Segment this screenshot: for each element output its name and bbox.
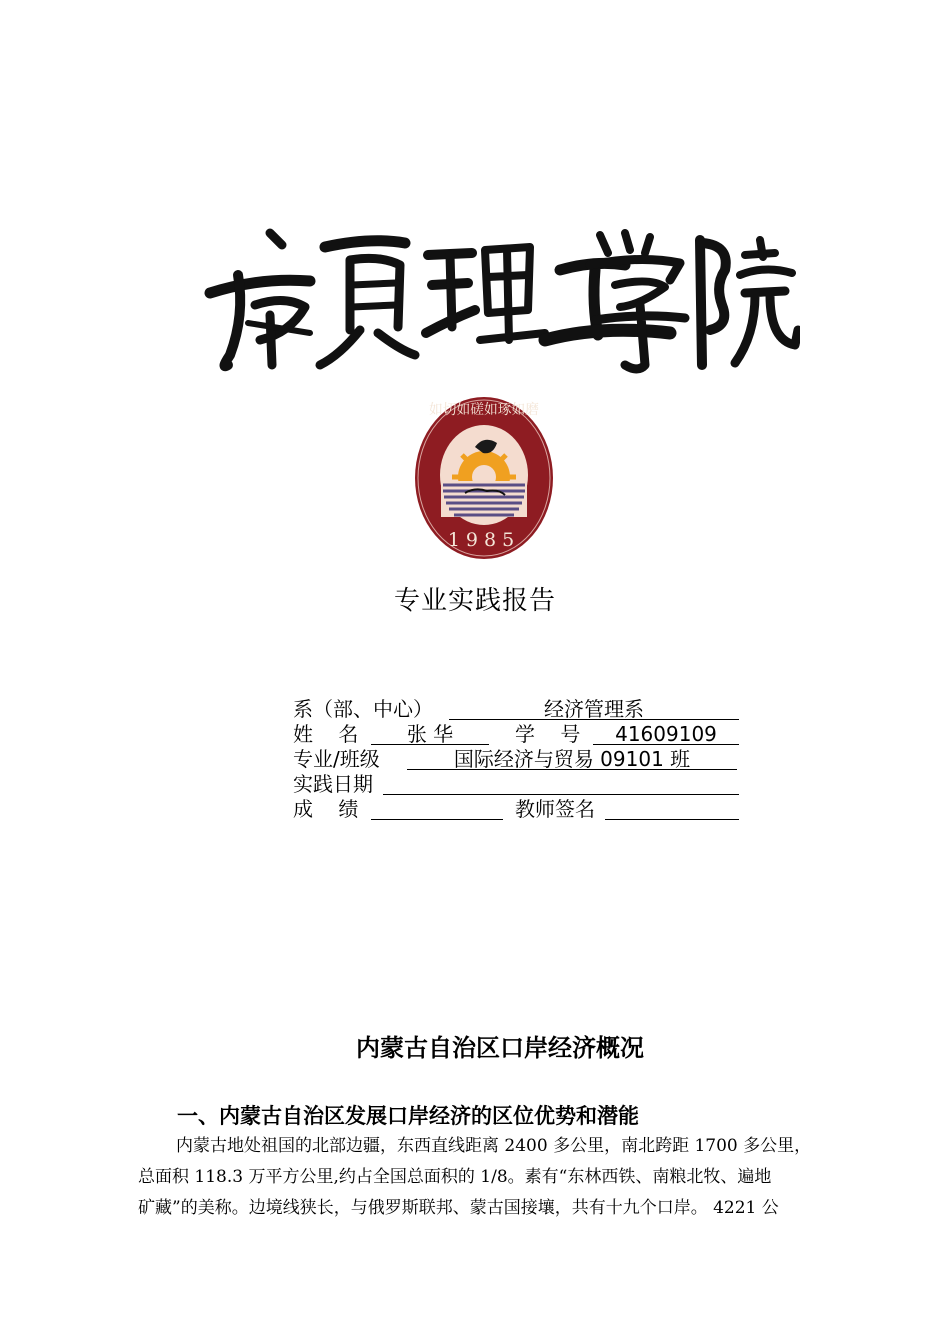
id-value: 41609109 xyxy=(593,722,739,745)
sign-label: 教师签名 xyxy=(515,797,595,821)
info-form xyxy=(293,697,743,822)
form-row-name-id xyxy=(293,722,743,747)
major-value: 国际经济与贸易 09101 班 xyxy=(407,747,737,770)
grade-label: 成 绩 xyxy=(293,797,359,821)
body-line-3: 矿藏”的美称。边境线狭长，与俄罗斯联邦、蒙古国接壤，共有十九个口岸。 4221 公 xyxy=(138,1198,779,1218)
body-paragraph xyxy=(138,1131,868,1224)
emblem-motto-top: 如切如磋如琢如磨 xyxy=(429,402,539,418)
form-row-major xyxy=(293,747,743,772)
body-line-1: 内蒙古地处祖国的北部边疆，东西直线距离 2400 多公里，南北跨距 1700 多公里， xyxy=(176,1136,812,1156)
sub-title: 一、内蒙古自治区发展口岸经济的区位优势和潜能 xyxy=(177,1104,639,1128)
date-value xyxy=(383,772,739,795)
grade-value xyxy=(371,797,503,820)
body-line-2: 总面积 118.3 万平方公里,约占全国总面积的 1/8。素有“东林西铁、南粮北牧、遍地 xyxy=(138,1167,772,1187)
school-calligraphy-logo xyxy=(200,215,800,380)
id-label: 学 号 xyxy=(515,722,581,746)
major-label: 专业/班级 xyxy=(293,747,380,771)
name-label: 姓 名 xyxy=(293,722,359,746)
form-row-date xyxy=(293,772,743,797)
dept-value: 经济管理系 xyxy=(449,697,739,720)
report-title: 专业实践报告 xyxy=(393,586,556,616)
dept-label: 系（部、中心） xyxy=(293,697,433,721)
section-title: 内蒙古自治区口岸经济概况 xyxy=(356,1034,644,1062)
name-value: 张 华 xyxy=(371,722,489,745)
form-row-grade-sign xyxy=(293,797,743,822)
date-label: 实践日期 xyxy=(293,772,373,796)
sign-value xyxy=(605,797,739,820)
school-emblem xyxy=(413,395,555,561)
emblem-year: 1985 xyxy=(447,529,521,551)
form-row-dept xyxy=(293,697,743,722)
